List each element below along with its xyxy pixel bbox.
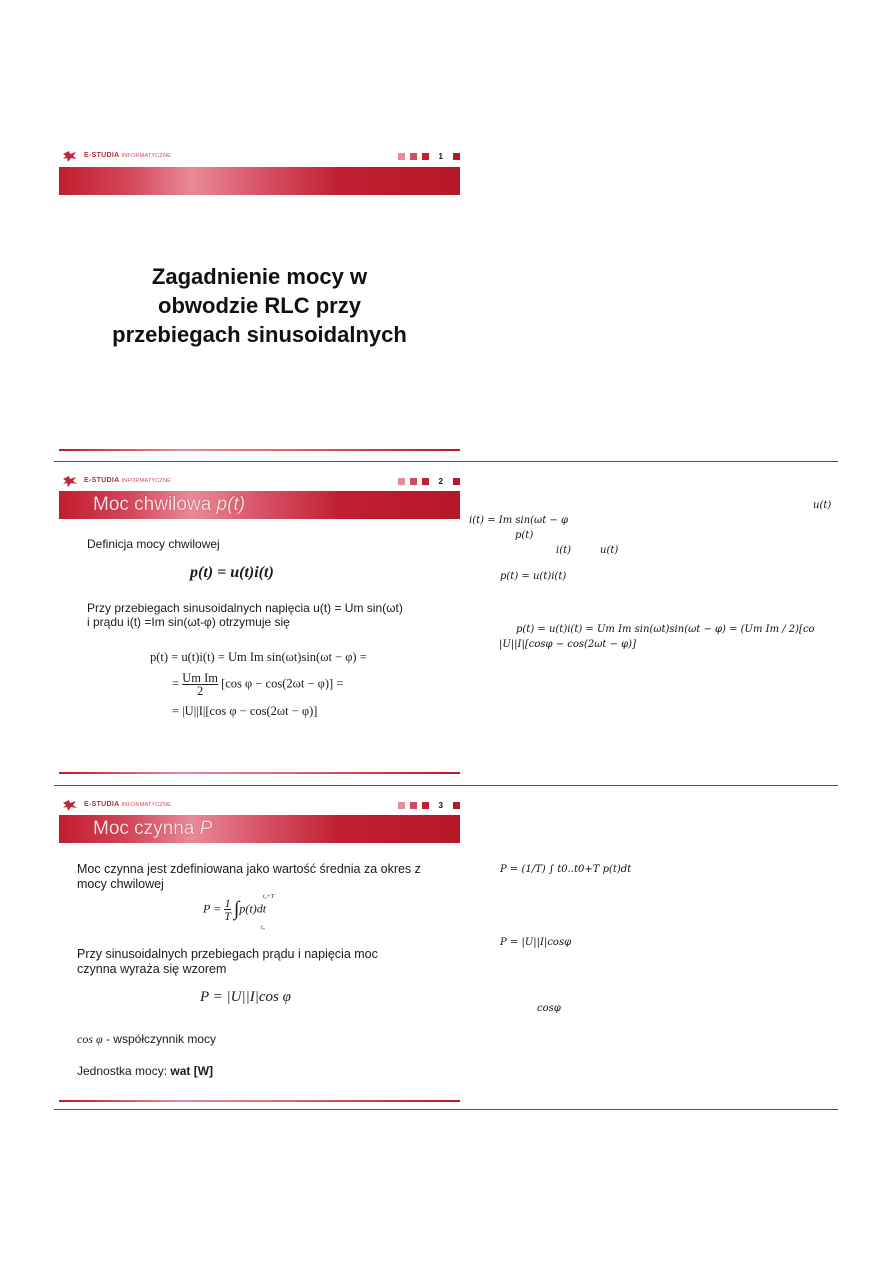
nav-square-icon: [453, 802, 460, 809]
title-band: [59, 167, 460, 195]
slide-footer-line: [59, 449, 460, 451]
derivation-line: p(t) = u(t)i(t) = Um Im sin(ωt)sin(ωt − φ) =: [150, 650, 367, 664]
nav-square-icon: [410, 802, 417, 809]
estudia-logo-icon: [62, 799, 78, 812]
slide-nav: [393, 801, 460, 810]
nav-square-icon: [453, 478, 460, 485]
nav-square-icon: [398, 478, 405, 485]
fraction: $\frac{\text{Um Im}}{2}$: [182, 671, 218, 698]
nav-square-icon: [422, 802, 429, 809]
unit-line: Jednostka mocy: wat [W]: [77, 1064, 214, 1078]
slide-header: [62, 799, 460, 813]
brand-logo-text: E-STUDIA INFORMATYCZNE: [84, 152, 172, 159]
nav-square-icon: [410, 153, 417, 160]
note-math: i(t) = Im sin(ωt − φ: [469, 515, 568, 526]
title-line: przebiegach sinusoidalnych: [112, 322, 407, 347]
paragraph-line: Przy przebiegach sinusoidalnych napięcia u(t) = Um sin(ωt): [87, 601, 403, 615]
page-separator: [54, 461, 838, 462]
page-separator: [54, 785, 838, 786]
nav-square-icon: [422, 478, 429, 485]
note-math: u(t): [600, 545, 619, 556]
power-factor-line: cos φ - współczynnik mocy: [77, 1032, 217, 1046]
note-math: P = |U||I|cosφ: [500, 937, 572, 948]
integral-formula: P = $\frac{1}{T}$ ∫p(t)dt t₀+T t₀: [203, 894, 275, 931]
note-math: u(t): [813, 500, 832, 511]
note-math: |U||I|[cosφ − cos(2ωt − φ)]: [499, 639, 636, 650]
slide-title: Moc chwilowa p(t): [93, 494, 246, 515]
title-line: obwodzie RLC przy: [158, 293, 361, 318]
title-band: [59, 815, 460, 843]
nav-square-icon: [398, 153, 405, 160]
brand-logo-text: E-STUDIA INFORMATYCZNE: [84, 801, 172, 808]
nav-square-icon: [422, 153, 429, 160]
note-math: cosφ: [537, 1003, 561, 1014]
nav-square-icon: [398, 802, 405, 809]
estudia-logo-icon: [62, 475, 78, 488]
page-separator: [54, 1109, 838, 1110]
note-math: p(t) = u(t)i(t): [500, 571, 567, 582]
nav-square-icon: [453, 153, 460, 160]
derivation-line: = $\frac{\text{Um Im}}{2}$ [cos φ − cos(2ωt − φ)] =: [172, 671, 344, 698]
note-math: p(t) = u(t)i(t) = Um Im sin(ωt)sin(ωt − φ) = (Um Im / 2)[co: [516, 624, 815, 635]
slide-number: 3: [438, 801, 443, 810]
nav-square-icon: [410, 478, 417, 485]
title-band: [59, 491, 460, 519]
note-math: P = (1/T) ∫ t0..t0+T p(t)dt: [500, 864, 632, 875]
paragraph-line: i prądu i(t) =Im sin(ωt-φ) otrzymuje się: [87, 615, 290, 629]
estudia-logo-icon: [62, 150, 78, 163]
paragraph-line: Moc czynna jest zdefiniowana jako wartość średnia za okres z: [77, 862, 421, 876]
slide-number: 1: [438, 152, 443, 161]
paragraph-line: mocy chwilowej: [77, 877, 164, 891]
title-line: Zagadnienie mocy w: [151, 264, 368, 289]
paragraph-line: Przy sinusoidalnych przebiegach prądu i napięcia moc: [77, 947, 378, 961]
brand-logo-text: E-STUDIA INFORMATYCZNE: [84, 477, 172, 484]
paragraph-line: czynna wyraża się wzorem: [77, 962, 227, 976]
slide-title: [59, 262, 460, 349]
definition-label: Definicja mocy chwilowej: [87, 537, 220, 551]
slide-title: Moc czynna P: [93, 818, 213, 839]
slide-footer-line: [59, 772, 460, 774]
slide-number: 2: [438, 477, 443, 486]
note-math: p(t): [515, 530, 534, 541]
slide-nav: [393, 152, 460, 161]
definition-formula: p(t) = u(t)i(t): [190, 564, 274, 581]
derivation-line: = |U||I|[cos φ − cos(2ωt − φ)]: [172, 704, 318, 718]
slide-header: [62, 475, 460, 489]
power-formula: P = |U||I|cos φ: [200, 989, 291, 1005]
note-math: i(t): [556, 545, 572, 556]
slide-header: [62, 150, 460, 164]
slide-footer-line: [59, 1100, 460, 1102]
slide-nav: [393, 477, 460, 486]
